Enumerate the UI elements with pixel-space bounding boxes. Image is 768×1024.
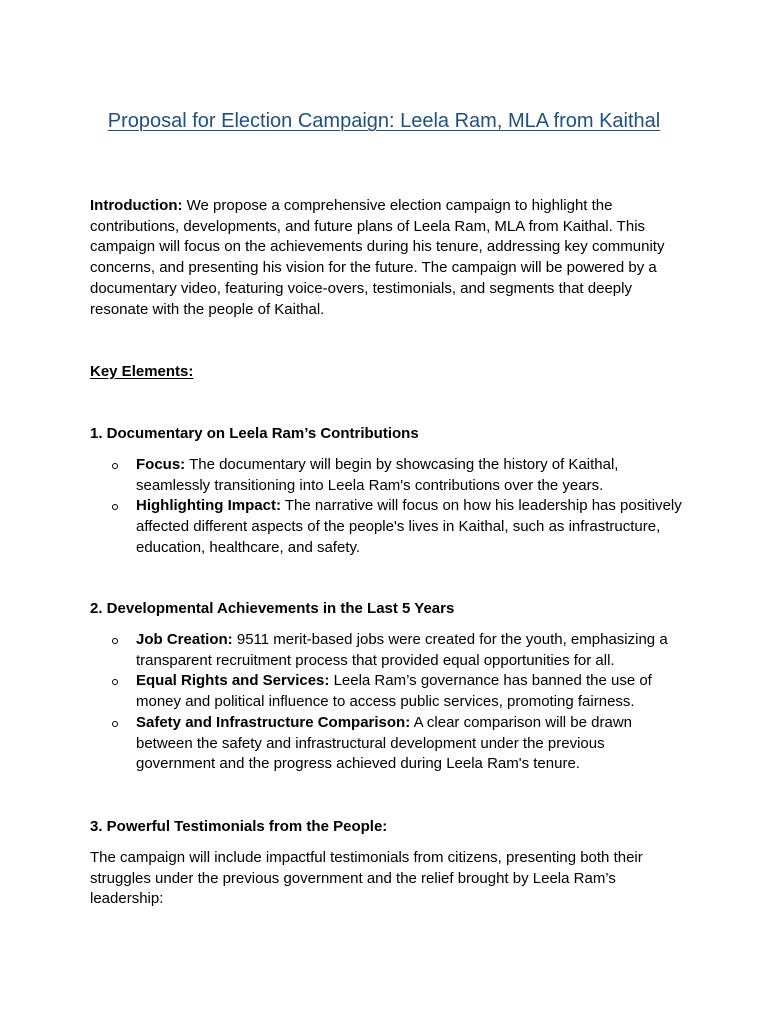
bullet-text: A clear comparison will be drawn between the safety and infrastructural development under the previous government and the progress achieved during Leela Ram's tenure. (136, 713, 632, 773)
section-heading-documentary: 1. Documentary on Leela Ram’s Contributions (90, 425, 419, 442)
bullet-label: Safety and Infrastructure Comparison: (136, 713, 411, 731)
hollow-circle-bullet-icon (112, 721, 118, 727)
bullet-label: Job Creation: (136, 631, 233, 648)
list-item (112, 455, 682, 496)
hollow-circle-bullet-icon (112, 679, 118, 685)
list-item (112, 713, 682, 775)
list-item (112, 496, 682, 558)
bullet-text: 9511 merit-based jobs were created for the youth, emphasizing a transparent recruitment process that provided equal opportunities for all. (136, 631, 668, 669)
hollow-circle-bullet-icon (112, 638, 118, 644)
list-item (112, 630, 682, 671)
section-heading-testimonials: 3. Powerful Testimonials from the People: (90, 818, 388, 835)
hollow-circle-bullet-icon (112, 463, 118, 469)
bullet-label: Focus: (136, 456, 186, 473)
introduction-paragraph (90, 196, 680, 320)
introduction-text: We propose a comprehensive election campaign to highlight the contributions, developments, and future plans of Leela Ram, MLA from Kaithal. This campaign will focus on the achievements during his tenure, addressing key community concerns, and presenting his vision for the future. The campaign will be powered by a documentary video, featuring voice-overs, testimonials, and segments that deeply resonate with the people of Kaithal. (90, 197, 665, 318)
testimonials-paragraph: The campaign will include impactful testimonials from citizens, presenting both their struggles under the previous government and the relief brought by Leela Ram’s leadership: (90, 849, 643, 908)
introduction-label: Introduction: (90, 197, 183, 214)
key-elements-heading: Key Elements: (90, 363, 194, 380)
hollow-circle-bullet-icon (112, 504, 118, 510)
bullet-text: The documentary will begin by showcasing the history of Kaithal, seamlessly transitioning into Leela Ram's contributions over the years. (136, 456, 619, 494)
list-item (112, 671, 682, 712)
bullet-text: Leela Ram’s governance has banned the use of money and political influence to access public services, promoting fairness. (136, 672, 652, 711)
section-2-bullet-list (112, 630, 682, 775)
bullet-label: Equal Rights and Services: (136, 672, 330, 690)
bullet-text: The narrative will focus on how his leadership has positively affected different aspects of the people's lives in Kaithal, such as infrastructure, education, healthcare, and safety. (136, 497, 682, 556)
section-1-bullet-list (112, 455, 682, 559)
section-heading-achievements: 2. Developmental Achievements in the Last 5 Years (90, 600, 455, 617)
page-title: Proposal for Election Campaign: Leela Ram, MLA from Kaithal (107, 110, 661, 132)
bullet-label: Highlighting Impact: (136, 497, 281, 515)
